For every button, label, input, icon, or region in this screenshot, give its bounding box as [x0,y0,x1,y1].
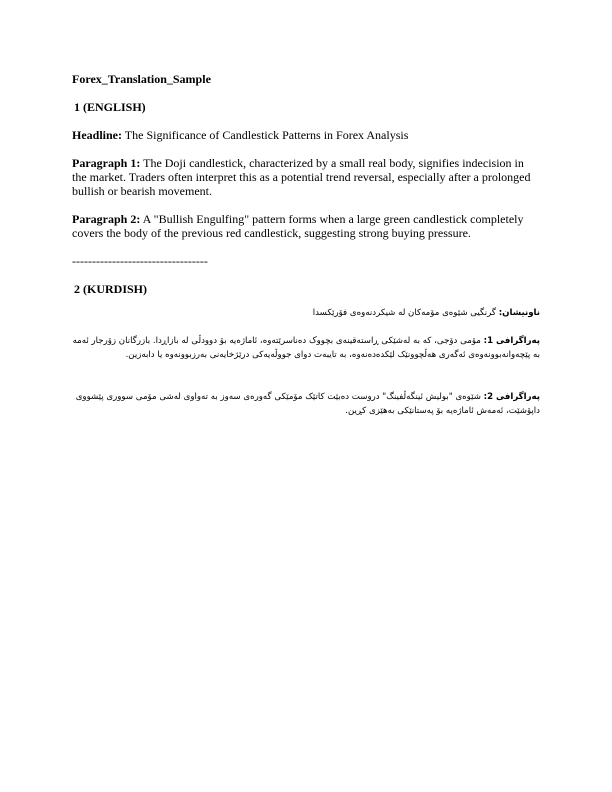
english-headline-label: Headline: [72,128,122,142]
kurdish-paragraph-1-text: مۆمی دۆجی، کە بە لەشێکی ڕاستەقینەی بچووک دەناسرێتەوە، ئاماژەیە بۆ دوودڵی لە بازاڕدا. بازرگانان زۆرجار ئەمە بە پێچەوانەبوونەوەی ئەگەری هەڵچوونێک لێکدەدەنەوە، بە تایبەت دوای جووڵەیەکی درێژخایەنی بەرزبوونەوە یا دابەزین. [72,336,540,360]
english-paragraph-2-label: Paragraph 2: [72,212,141,226]
kurdish-paragraph-2 [72,390,540,418]
section-divider: ---------------------------------- [72,254,208,268]
kurdish-paragraph-2-text: شێوەی "بولیش ئینگەڵفینگ" دروست دەبێت کاتێک مۆمێکی گەورەی سەوز بە تەواوی لەشی مۆمی سووری پێشووی داپۆشێت، ئەمەش ئاماژەیە بۆ پەستانێکی بەهێزی کڕین. [75,392,540,416]
kurdish-section-heading: 2 (KURDISH) [74,282,148,296]
english-paragraph-2 [72,212,540,240]
kurdish-headline [72,306,540,320]
english-paragraph-1 [72,156,540,198]
english-headline-text: The Significance of Candlestick Patterns in Forex Analysis [122,128,409,142]
english-paragraph-1-label: Paragraph 1: [72,156,141,170]
kurdish-paragraph-1-label: پەراگرافی 1: [483,336,540,346]
kurdish-paragraph-1 [72,334,540,362]
english-paragraph-2-text: A "Bullish Engulfing" pattern forms when a large green candlestick completely covers the body of the previous red candlestick, suggesting strong buying pressure. [72,212,524,240]
kurdish-paragraph-2-label: پەراگرافی 2: [483,392,540,402]
document-title: Forex_Translation_Sample [72,72,211,86]
kurdish-headline-label: ناونیشان: [498,308,540,318]
english-section-heading: 1 (ENGLISH) [74,100,146,114]
english-headline [72,128,540,142]
english-paragraph-1-text: The Doji candlestick, characterized by a small real body, signifies indecision in the market. Traders often interpret this as a potential trend reversal, especially after a prolonged bullish or bearish movement. [72,156,531,198]
kurdish-headline-text: گرنگیی شێوەی مۆمەکان لە شیکردنەوەی فۆرێکسدا [312,308,499,318]
